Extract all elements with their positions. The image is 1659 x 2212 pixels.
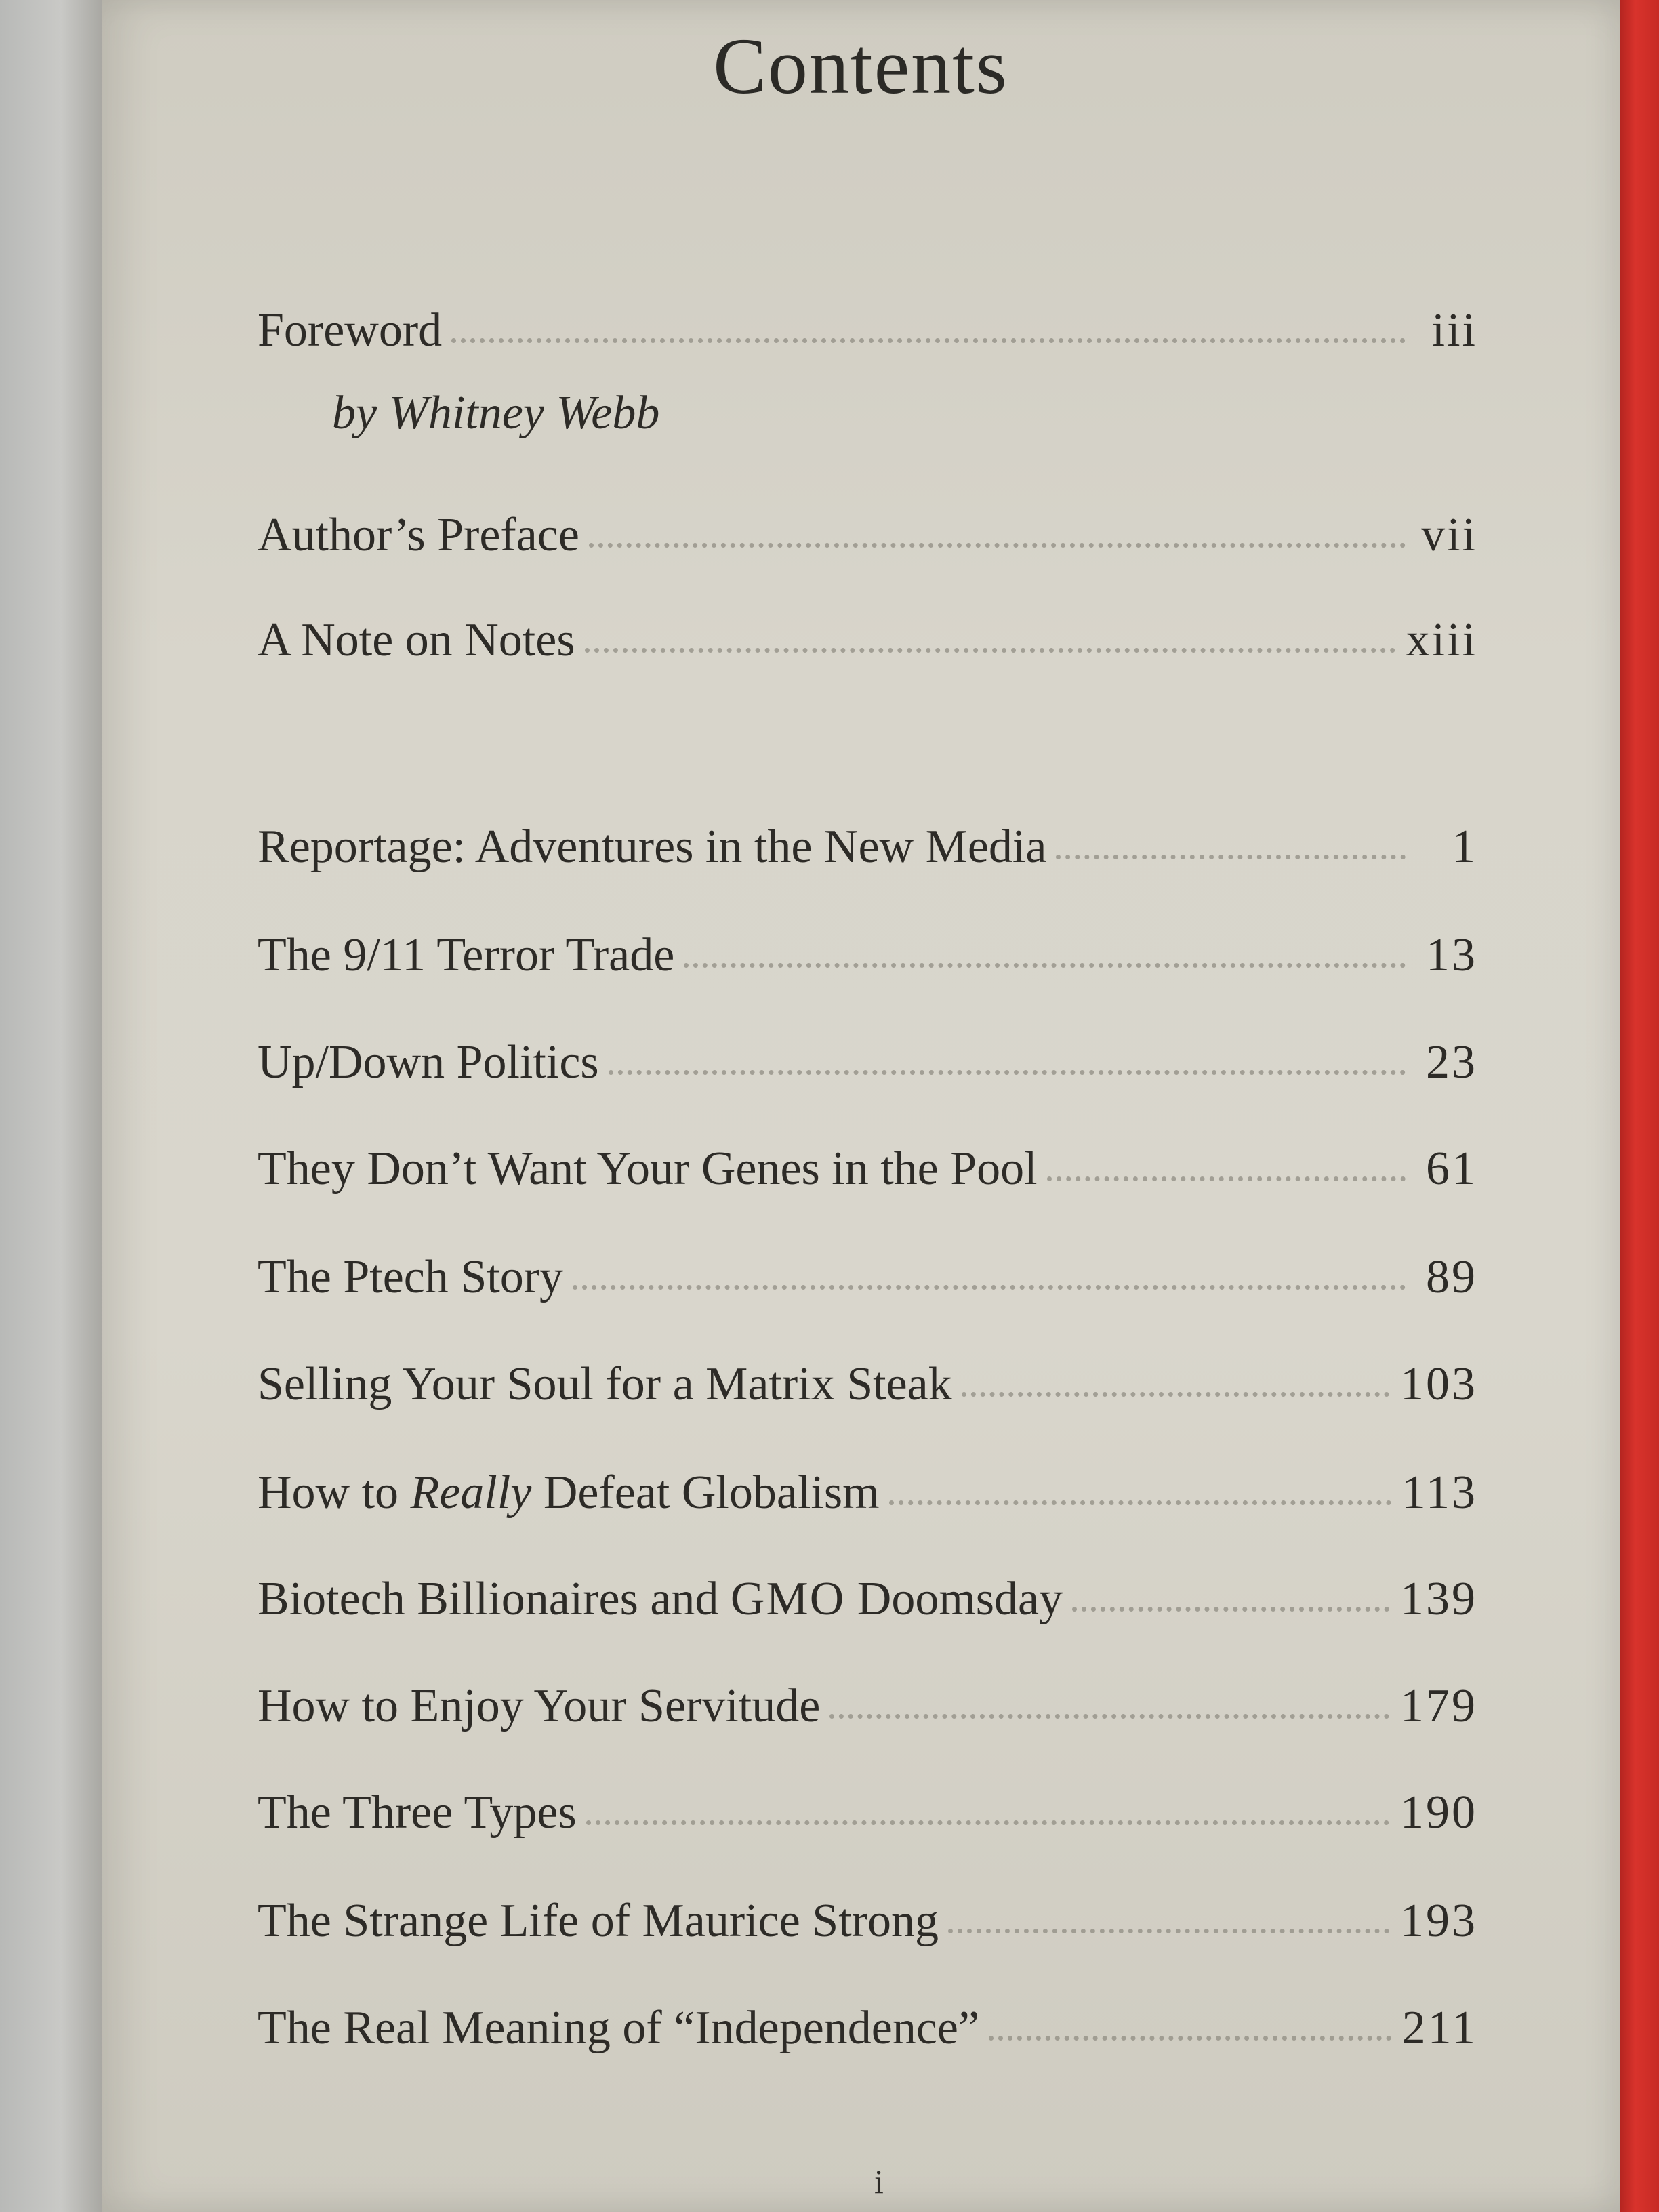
toc-entry-label: Up/Down Politics — [258, 1036, 599, 1088]
toc-entry-page: 1 — [1452, 821, 1477, 873]
toc-entry-page: 179 — [1400, 1680, 1477, 1732]
toc-entry-page: vii — [1421, 509, 1477, 561]
toc-entry-label-part: How to — [258, 1467, 411, 1519]
dot-leader — [451, 338, 1406, 343]
toc-entry-label: Foreword — [258, 304, 443, 356]
toc-entry-label-part: Biotech Billionaires and — [258, 1573, 731, 1625]
page-title: Contents — [713, 22, 1008, 110]
toc-entry-chapter[interactable] — [258, 1894, 1477, 1948]
dot-leader — [962, 1392, 1389, 1397]
dot-leader — [1047, 1176, 1406, 1181]
toc-entry-authors-preface[interactable] — [258, 508, 1477, 562]
dot-leader — [1072, 1607, 1389, 1612]
toc-entry-page: 139 — [1400, 1573, 1477, 1625]
dot-leader — [1056, 855, 1406, 859]
page-number-folio: i — [874, 2163, 884, 2200]
toc-entry-label: The Strange Life of Maurice Strong — [258, 1895, 939, 1947]
toc-entry-chapter[interactable] — [258, 1572, 1477, 1626]
dot-leader — [830, 1714, 1389, 1719]
toc-entry-page: 23 — [1426, 1036, 1477, 1088]
toc-entry-page: 190 — [1400, 1786, 1477, 1839]
toc-entry-label: The Three Types — [258, 1786, 577, 1839]
red-cover-edge — [1620, 0, 1659, 2212]
toc-entry-label: Selling Your Soul for a Matrix Steak — [258, 1358, 952, 1410]
toc-entry-label: The Ptech Story — [258, 1251, 564, 1303]
facing-page-edge — [0, 0, 102, 2212]
toc-entry-chapter[interactable] — [258, 1466, 1477, 1520]
dot-leader — [948, 1929, 1389, 1933]
dot-leader — [609, 1070, 1406, 1075]
dot-leader — [889, 1500, 1391, 1505]
dot-leader — [989, 2036, 1391, 2041]
toc-entry-chapter[interactable] — [258, 1250, 1477, 1305]
toc-entry-label-part: Defeat Globalism — [531, 1467, 880, 1519]
toc-entry-foreword[interactable] — [258, 304, 1477, 358]
toc-entry-chapter[interactable] — [258, 928, 1477, 983]
toc-entry-page: 61 — [1426, 1143, 1477, 1195]
toc-entry-chapter[interactable] — [258, 1357, 1477, 1412]
toc-entry-label: Reportage: Adventures in the New Media — [258, 821, 1047, 873]
toc-entry-label: How to Enjoy Your Servitude — [258, 1680, 821, 1732]
toc-entry-label: Author’s Preface — [258, 509, 579, 561]
toc-entry-page: 113 — [1401, 1467, 1477, 1519]
toc-entry-label — [258, 1572, 1063, 1626]
toc-entry-page: xiii — [1406, 614, 1477, 666]
toc-entry-page: iii — [1431, 304, 1477, 356]
toc-entry-label: The Real Meaning of “Independence” — [258, 2002, 980, 2054]
toc-entry-page: 211 — [1401, 2002, 1477, 2054]
dot-leader — [586, 1820, 1389, 1825]
toc-entry-page: 103 — [1400, 1358, 1477, 1410]
toc-entry-label: A Note on Notes — [258, 614, 575, 666]
toc-entry-label: The 9/11 Terror Trade — [258, 929, 675, 981]
dot-leader — [589, 543, 1406, 548]
toc-entry-label-part: Doomsday — [845, 1573, 1063, 1625]
dot-leader — [573, 1285, 1406, 1290]
toc-entry-page: 89 — [1426, 1251, 1477, 1303]
toc-entry-label: They Don’t Want Your Genes in the Pool — [258, 1143, 1038, 1195]
toc-entry-chapter[interactable] — [258, 820, 1477, 874]
toc-entry-label-smallcaps: GMO — [730, 1573, 846, 1625]
foreword-byline: by Whitney Webb — [332, 387, 660, 439]
toc-entry-chapter[interactable] — [258, 1142, 1477, 1196]
toc-entry-chapter[interactable] — [258, 1786, 1477, 1840]
dot-leader — [585, 648, 1395, 653]
dot-leader — [684, 963, 1406, 968]
toc-entry-note-on-notes[interactable] — [258, 613, 1477, 668]
toc-entry-chapter[interactable] — [258, 1036, 1477, 1090]
toc-entry-page: 193 — [1400, 1895, 1477, 1947]
toc-entry-label-emphasis: Really — [410, 1467, 532, 1519]
toc-entry-chapter[interactable] — [258, 2001, 1477, 2055]
toc-entry-chapter[interactable] — [258, 1679, 1477, 1734]
toc-entry-page: 13 — [1426, 929, 1477, 981]
toc-entry-label — [258, 1466, 880, 1520]
